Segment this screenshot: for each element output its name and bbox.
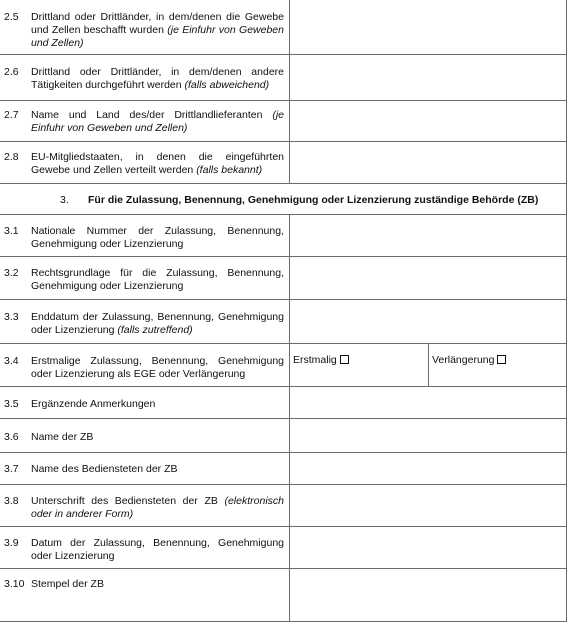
row-label-note: (falls zutreffend) [117, 324, 193, 336]
value-field-3-1[interactable] [290, 215, 566, 256]
form-row-3-3 [0, 300, 566, 344]
form-row-3-5 [0, 387, 566, 419]
row-label [31, 578, 284, 591]
row-label-note: (je Einfuhr von Geweben und Zellen) [31, 109, 284, 134]
option-renewal-label: Verlängerung [432, 354, 495, 366]
label-cell [0, 527, 290, 568]
form-row-3-9 [0, 527, 566, 569]
label-cell [0, 569, 290, 621]
option-first-cell [290, 344, 429, 386]
row-label-note: (falls bekannt) [196, 164, 263, 176]
row-label-text: Stempel der ZB [31, 578, 104, 590]
row-number: 3.9 [4, 537, 19, 549]
value-field-3-5[interactable] [290, 387, 566, 418]
row-number: 3.10 [4, 578, 25, 590]
row-number: 3.7 [4, 463, 19, 475]
row-label [31, 431, 284, 444]
row-label-text: Name der ZB [31, 431, 94, 443]
row-number: 3.8 [4, 495, 19, 507]
row-number: 3.5 [4, 398, 19, 410]
row-label-note: (je Einfuhr von Geweben und Zellen) [31, 24, 284, 49]
label-cell [0, 257, 290, 299]
checkbox-first[interactable] [340, 355, 349, 364]
section-3-header [0, 184, 566, 215]
row-label-text: Drittland oder Drittländer, in dem/denen die Gewebe und Zellen beschafft wurden [31, 11, 284, 36]
label-cell [0, 344, 290, 386]
value-options-3-4 [290, 344, 566, 386]
row-label-text: EU-Mitgliedstaaten, in denen die eingeführten Gewebe und Zellen verteilt werden [31, 151, 284, 176]
value-field-2-8[interactable] [290, 142, 566, 183]
form-row-3-10 [0, 569, 566, 622]
row-number: 2.6 [4, 66, 19, 78]
value-field-2-7[interactable] [290, 101, 566, 141]
row-label [31, 109, 284, 135]
row-number: 3.4 [4, 355, 19, 367]
row-label [31, 537, 284, 563]
label-cell [0, 55, 290, 100]
form-row-2-6 [0, 55, 566, 101]
value-field-2-6[interactable] [290, 55, 566, 100]
row-label-text: Name und Land des/der Drittlandlieferanten [31, 109, 273, 121]
row-label-text: Enddatum der Zulassung, Benennung, Genehmigung oder Lizenzierung [31, 311, 284, 336]
form-row-3-4 [0, 344, 566, 387]
row-label [31, 225, 284, 251]
row-label-text: Erstmalige Zulassung, Benennung, Genehmigung oder Lizenzierung als EGE oder Verlängerung [31, 355, 284, 380]
value-field-3-2[interactable] [290, 257, 566, 299]
label-cell [0, 485, 290, 526]
row-number: 2.8 [4, 151, 19, 163]
label-cell [0, 215, 290, 256]
row-label-text: Drittland oder Drittländer, in dem/denen andere Tätigkeiten durchgeführt werden [31, 66, 284, 91]
section-number: 3. [60, 194, 69, 206]
form-row-3-7 [0, 453, 566, 485]
row-label-note: (falls abweichend) [184, 79, 270, 91]
row-label [31, 66, 284, 92]
form-row-3-1 [0, 215, 566, 257]
value-field-3-10[interactable] [290, 569, 566, 621]
label-cell [0, 419, 290, 452]
value-field-3-6[interactable] [290, 419, 566, 452]
form-row-3-2 [0, 257, 566, 300]
row-label [31, 11, 284, 50]
form-row-2-7 [0, 101, 566, 142]
option-renewal[interactable] [432, 354, 506, 366]
value-field-2-5[interactable] [290, 0, 566, 54]
option-first-label: Erstmalig [293, 354, 337, 366]
row-label-text: Name des Bediensteten der ZB [31, 463, 178, 475]
value-field-3-3[interactable] [290, 300, 566, 343]
label-cell [0, 101, 290, 141]
label-cell [0, 142, 290, 183]
label-cell [0, 453, 290, 484]
row-number: 2.5 [4, 11, 19, 23]
row-label-note: (elektronisch oder in anderer Form) [31, 495, 284, 520]
row-label [31, 151, 284, 177]
row-label-text: Ergänzende Anmerkungen [31, 398, 156, 410]
label-cell [0, 300, 290, 343]
row-label [31, 311, 284, 337]
option-renewal-cell [429, 344, 566, 386]
row-number: 3.2 [4, 267, 19, 279]
row-number: 2.7 [4, 109, 19, 121]
row-label-text: Nationale Nummer der Zulassung, Benennung, Genehmigung oder Lizenzierung [31, 225, 284, 250]
row-label-text: Datum der Zulassung, Benennung, Genehmigung oder Lizenzierung [31, 537, 284, 562]
form-row-3-8 [0, 485, 566, 527]
row-number: 3.6 [4, 431, 19, 443]
row-label-text: Unterschrift des Bediensteten der ZB [31, 495, 225, 507]
form-row-3-6 [0, 419, 566, 453]
row-label [31, 463, 284, 476]
checkbox-renewal[interactable] [497, 355, 506, 364]
row-label [31, 398, 284, 411]
form-row-2-8 [0, 142, 566, 184]
row-label [31, 355, 284, 381]
label-cell [0, 387, 290, 418]
value-field-3-7[interactable] [290, 453, 566, 484]
row-label [31, 267, 284, 293]
form-row-2-5 [0, 0, 566, 55]
value-field-3-9[interactable] [290, 527, 566, 568]
value-field-3-8[interactable] [290, 485, 566, 526]
option-first[interactable] [293, 354, 349, 366]
row-number: 3.3 [4, 311, 19, 323]
label-cell [0, 0, 290, 54]
row-label-text: Rechtsgrundlage für die Zulassung, Benennung, Genehmigung oder Lizenzierung [31, 267, 284, 292]
section-title: Für die Zulassung, Benennung, Genehmigung oder Lizenzierung zuständige Behörde (ZB) [88, 194, 539, 206]
row-number: 3.1 [4, 225, 19, 237]
row-label [31, 495, 284, 521]
